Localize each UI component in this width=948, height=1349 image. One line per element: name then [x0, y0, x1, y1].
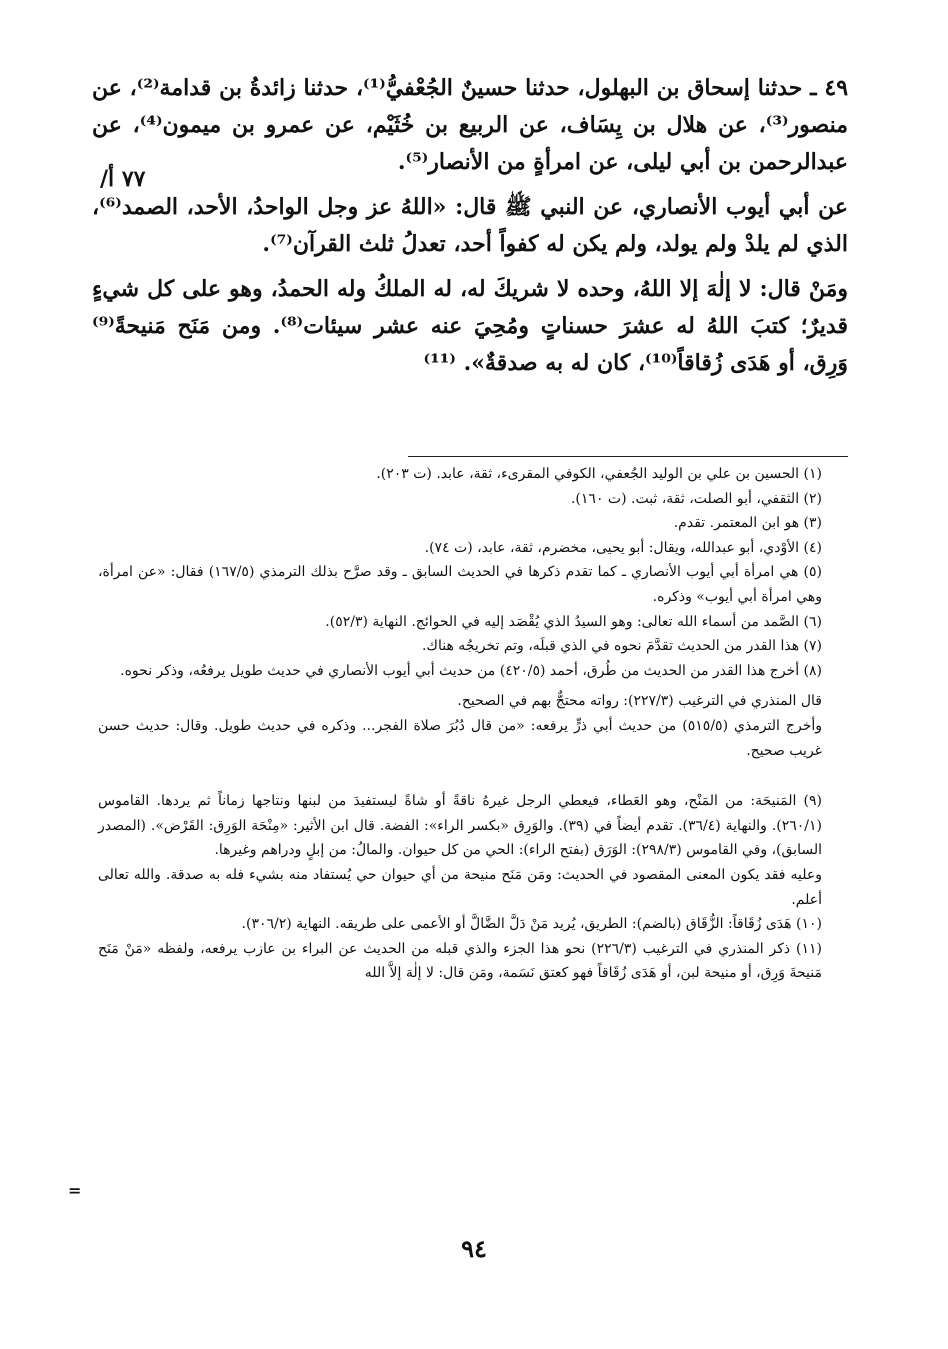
footnote: (٦) الصَّمد من أسماء الله تعالى: وهو السيدُ الذي يُقْصَد إليه في الحوائج. النهاية (٥٢/٣).	[325, 613, 822, 630]
footnote: (٩) المَنيحَة: من المَنْح، وهو العَطاء، فيعطي الرجل غيرهُ ناقةً أو شاةً ليستفيدَ من لبنها ونتاجها زماناً ثم يردها. القاموس (٢٦٠/١). والنهاية (٣٦/٤). تقدم أيضاً في (٣٩). والوَرِق «بكسر الراء»: الفضة. قال ابن الأثير: «مِنْحَة الوَرِق: القَرْض». (المصدر السابق)، وفي القاموس (٢٩٨/٣): الوَرَق (بفتح الراء): الحي من كل حيوان. والمالُ: من إبلٍ ودراهم وغيرها.	[98, 793, 822, 859]
footnote: (١١) ذكر المنذري في الترغيب (٢٢٦/٣) نحو هذا الجزء والذي قبله من الحديث عن البراء بن عازب يرفعه، ولفظه «مَنْ مَنَح مَنيحةَ وَرِق، أو منيحة لبن، أو هَدَى زُقَاقاً فهو كعتق نَسَمة، ومَن قال: لا إلٰهَ إلاَّ الله	[98, 940, 822, 982]
footnote: (١) الحسين بن علي بن الوليد الجُعفي، الكوفي المقرىء، ثقة، عابد. (ت ٢٠٣).	[376, 466, 822, 482]
footnote: قال المنذري في الترغيب (٢٢٧/٣): رواته محتجٌّ بهم في الصحيح.	[457, 693, 822, 710]
footnote: (١٠) هَدَى زُقَاقاً: الزُّقَاق (بالضم): الطريق، يُريد مَنْ دَلَّ الضَّالَّ أو الأعمى على طريقه. النهاية (٣٠٦/٢).	[241, 916, 822, 933]
footnote: (٨) أخرج هذا القدر من الحديث من طُرق، أحمد (٤٢٠/٥) من حديث أبي أيوب الأنصاري في حديث طويل يرفعُه، وذكر نحوه.	[120, 662, 822, 679]
hadith-text	[92, 70, 848, 390]
footnote-divider	[408, 456, 848, 457]
matn-continuation-paragraph: ومَنْ قال: لا إلٰهَ إلا اللهُ، وحده لا شريكَ له، له الملكُ وله الحمدُ، وهو على كل شيءٍ قديرٌ؛ كتبَ اللهُ له عشرَ حسناتٍ ومُحِيَ عنه عشر سيئات⁽⁸⁾. ومن مَنَح مَنيحةً⁽⁹⁾ وَرِق، أو هَدَى زُقاقاً⁽¹⁰⁾، كان له به صدقةٌ». ⁽¹¹⁾	[92, 276, 848, 376]
footnote: (٧) هذا القدر من الحديث تقدَّمَ نحوه في الذي قبلَه، وتم تخريجُه هناك.	[421, 638, 822, 655]
footnote: وأخرج الترمذي (٥١٥/٥) من حديث أبي ذرٍّ يرفعه: «من قال دُبُرَ صلاة الفجر... وذكره في حديث طويل. وقال: حديث حسن غريب صحيح.	[98, 717, 823, 759]
footnote: (٢) الثقفي، أبو الصلت، ثقة، ثبت. (ت ١٦٠).	[570, 490, 822, 507]
matn-paragraph: عن أبي أيوب الأنصاري، عن النبي ﷺ قال: «اللهُ عز وجل الواحدُ، الأحد، الصمد⁽⁶⁾، الذي لم يلدْ ولم يولد، ولم يكن له كفواً أحد، تعدلُ ثلث القرآن⁽⁷⁾.	[92, 194, 848, 257]
footnote: (٥) هي امرأة أبي أيوب الأنصاري ـ كما تقدم ذكرها في الحديث السابق ـ وقد صرَّح بذلك الترمذي (١٦٧/٥) فقال: «عن امرأة، وهي امرأة أبي أيوب» وذكره.	[98, 564, 822, 605]
manuscript-folio-marker: /٧٧ أ	[100, 166, 146, 192]
continuation-mark: =	[68, 1181, 82, 1200]
footnote: وعليه فقد يكون المعنى المقصود في الحديث: ومَن مَنَح منيحة من أي حيوان حي يُستفاد منه بشيء فله به صدقة. والله تعالى أعلم.	[98, 866, 822, 908]
footnote: (٤) الأوْدي، أبو عبدالله، ويقال: أبو يحيى، مخضرم، ثقة، عابد، (ت ٧٤).	[424, 539, 822, 556]
footnotes	[98, 462, 848, 986]
footnote: (٣) هو ابن المعتمر. تقدم.	[673, 515, 822, 532]
isnad-paragraph: ٤٩ ـ حدثنا إسحاق بن البهلول، حدثنا حسينٌ الجُعْفيُّ⁽¹⁾، حدثنا زائدةُ بن قدامة⁽²⁾، عن منصور⁽³⁾، عن هلال بن يِسَاف، عن الربيع بن خُثَيْم، عن عمرو بن ميمون⁽⁴⁾، عن عبدالرحمن بن أبي ليلى، عن امرأةٍ من الأنصار⁽⁵⁾.	[92, 75, 849, 175]
page-number: ٩٤	[461, 1234, 487, 1263]
